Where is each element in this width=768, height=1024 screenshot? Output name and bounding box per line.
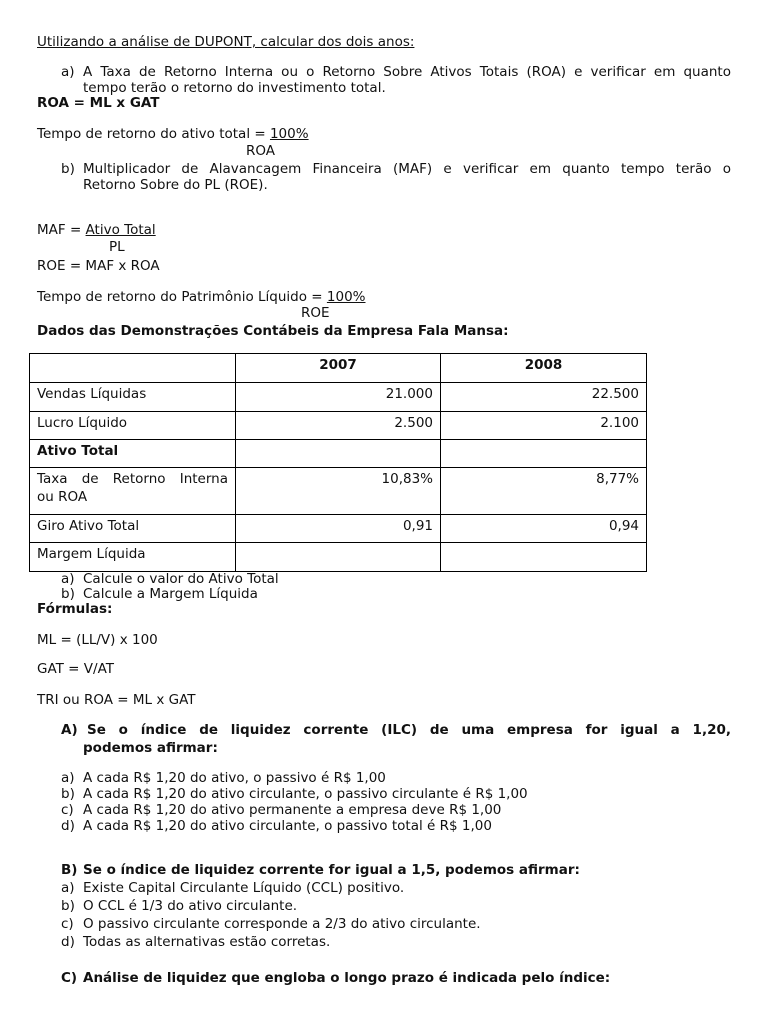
row-value-2007: 0,91 (236, 515, 441, 543)
item-b-line2: Retorno Sobre do PL (ROE). (83, 177, 268, 193)
task-label: a) (61, 571, 75, 587)
roa-formula: ROA = ML x GAT (37, 95, 160, 111)
financial-data-table (29, 353, 647, 572)
row-value-2007 (236, 440, 441, 468)
row-label: Ativo Total (30, 440, 236, 468)
question-a-option (61, 802, 501, 818)
tempo-ativo-formula (37, 126, 309, 142)
roe-formula: ROE = MAF x ROA (37, 258, 160, 274)
option-label: b) (61, 898, 75, 914)
table-header-2007: 2007 (236, 354, 441, 383)
table-header-row (30, 354, 647, 383)
question-a-option (61, 770, 386, 786)
item-a-line1: A Taxa de Retorno Interna ou o Retorno Sobre Ativos Totais (ROA) e verificar em quanto (83, 64, 731, 80)
maf-denominator: PL (109, 239, 125, 255)
task-label: b) (61, 586, 75, 602)
tempo-pl-denominator: ROE (301, 305, 330, 321)
item-a-label: a) (61, 64, 75, 80)
row-value-2007: 10,83% (236, 468, 441, 515)
formulas-title: Fórmulas: (37, 601, 113, 617)
option-label: d) (61, 818, 75, 834)
tempo-pl-numerator: 100% (326, 289, 366, 305)
tempo-pl-formula (37, 289, 366, 305)
option-label: a) (61, 880, 75, 896)
question-a-line2: podemos afirmar: (83, 740, 218, 756)
option-text: Existe Capital Circulante Líquido (CCL) positivo. (83, 880, 405, 896)
task-text: Calcule o valor do Ativo Total (83, 571, 279, 587)
row-label: Giro Ativo Total (30, 515, 236, 543)
option-label: b) (61, 786, 75, 802)
row-label: Lucro Líquido (30, 412, 236, 440)
row-value-2008: 2.100 (441, 412, 647, 440)
table-row (30, 543, 647, 572)
row-label: Margem Líquida (30, 543, 236, 572)
formula-ml: ML = (LL/V) x 100 (37, 632, 158, 648)
table-row (30, 383, 647, 412)
page-heading: Utilizando a análise de DUPONT, calcular dos dois anos: (37, 34, 415, 50)
tempo-ativo-prefix: Tempo de retorno do ativo total = (37, 126, 270, 142)
task-item (61, 586, 258, 602)
dados-title: Dados das Demonstrações Contábeis da Empresa Fala Mansa: (37, 323, 509, 339)
question-a-label: A) (61, 722, 78, 738)
row-value-2007 (236, 543, 441, 572)
task-item (61, 571, 279, 587)
question-b-option (61, 898, 297, 914)
item-b-line1: Multiplicador de Alavancagem Financeira (MAF) e verificar em quanto tempo terão o (83, 161, 731, 177)
option-text: A cada R$ 1,20 do ativo circulante, o passivo total é R$ 1,00 (83, 818, 492, 834)
formula-tri-roa: TRI ou ROA = ML x GAT (37, 692, 196, 708)
question-c-label: C) (61, 970, 78, 986)
question-c (61, 970, 610, 986)
table-header-empty (30, 354, 236, 383)
question-c-text: Análise de liquidez que engloba o longo prazo é indicada pelo índice: (83, 970, 611, 986)
option-label: c) (61, 802, 74, 818)
option-text: A cada R$ 1,20 do ativo, o passivo é R$ 1,00 (83, 770, 386, 786)
option-text: Todas as alternativas estão corretas. (83, 934, 331, 950)
row-value-2008: 8,77% (441, 468, 647, 515)
row-value-2008 (441, 543, 647, 572)
task-text: Calcule a Margem Líquida (83, 586, 258, 602)
tempo-ativo-numerator: 100% (269, 126, 309, 142)
option-text: O passivo circulante corresponde a 2/3 do ativo circulante. (83, 916, 481, 932)
question-b-text: Se o índice de liquidez corrente for igual a 1,5, podemos afirmar: (83, 862, 580, 878)
row-value-2007: 2.500 (236, 412, 441, 440)
question-a-option (61, 818, 492, 834)
formula-gat: GAT = V/AT (37, 661, 115, 677)
row-label (30, 468, 236, 515)
question-b-option (61, 934, 330, 950)
table-row (30, 440, 647, 468)
question-b-label: B) (61, 862, 78, 878)
question-b-option (61, 880, 404, 896)
tempo-ativo-denominator: ROA (246, 143, 276, 159)
option-text: A cada R$ 1,20 do ativo permanente a empresa deve R$ 1,00 (83, 802, 502, 818)
table-row (30, 468, 647, 515)
option-text: O CCL é 1/3 do ativo circulante. (83, 898, 298, 914)
row-value-2008: 0,94 (441, 515, 647, 543)
item-b-label: b) (61, 161, 75, 177)
tempo-pl-prefix: Tempo de retorno do Patrimônio Líquido = (37, 289, 327, 305)
question-a-option (61, 786, 528, 802)
maf-numerator: Ativo Total (85, 222, 156, 238)
table-row (30, 412, 647, 440)
option-text: A cada R$ 1,20 do ativo circulante, o passivo circulante é R$ 1,00 (83, 786, 528, 802)
question-b-option (61, 916, 481, 932)
row-label: Vendas Líquidas (30, 383, 236, 412)
row-value-2007: 21.000 (236, 383, 441, 412)
table-row (30, 515, 647, 543)
maf-prefix: MAF = (37, 222, 86, 238)
row-value-2008: 22.500 (441, 383, 647, 412)
maf-formula (37, 222, 156, 238)
row-value-2008 (441, 440, 647, 468)
row-label-line2: ou ROA (37, 489, 88, 505)
option-label: a) (61, 770, 75, 786)
table-header-2008: 2008 (441, 354, 647, 383)
item-a-line2: tempo terão o retorno do investimento total. (83, 80, 386, 96)
option-label: c) (61, 916, 74, 932)
row-label-line1: Taxa de Retorno Interna (37, 471, 228, 487)
question-b (61, 862, 580, 878)
question-a-line1: Se o índice de liquidez corrente (ILC) de uma empresa for igual a 1,20, (87, 722, 731, 738)
option-label: d) (61, 934, 75, 950)
